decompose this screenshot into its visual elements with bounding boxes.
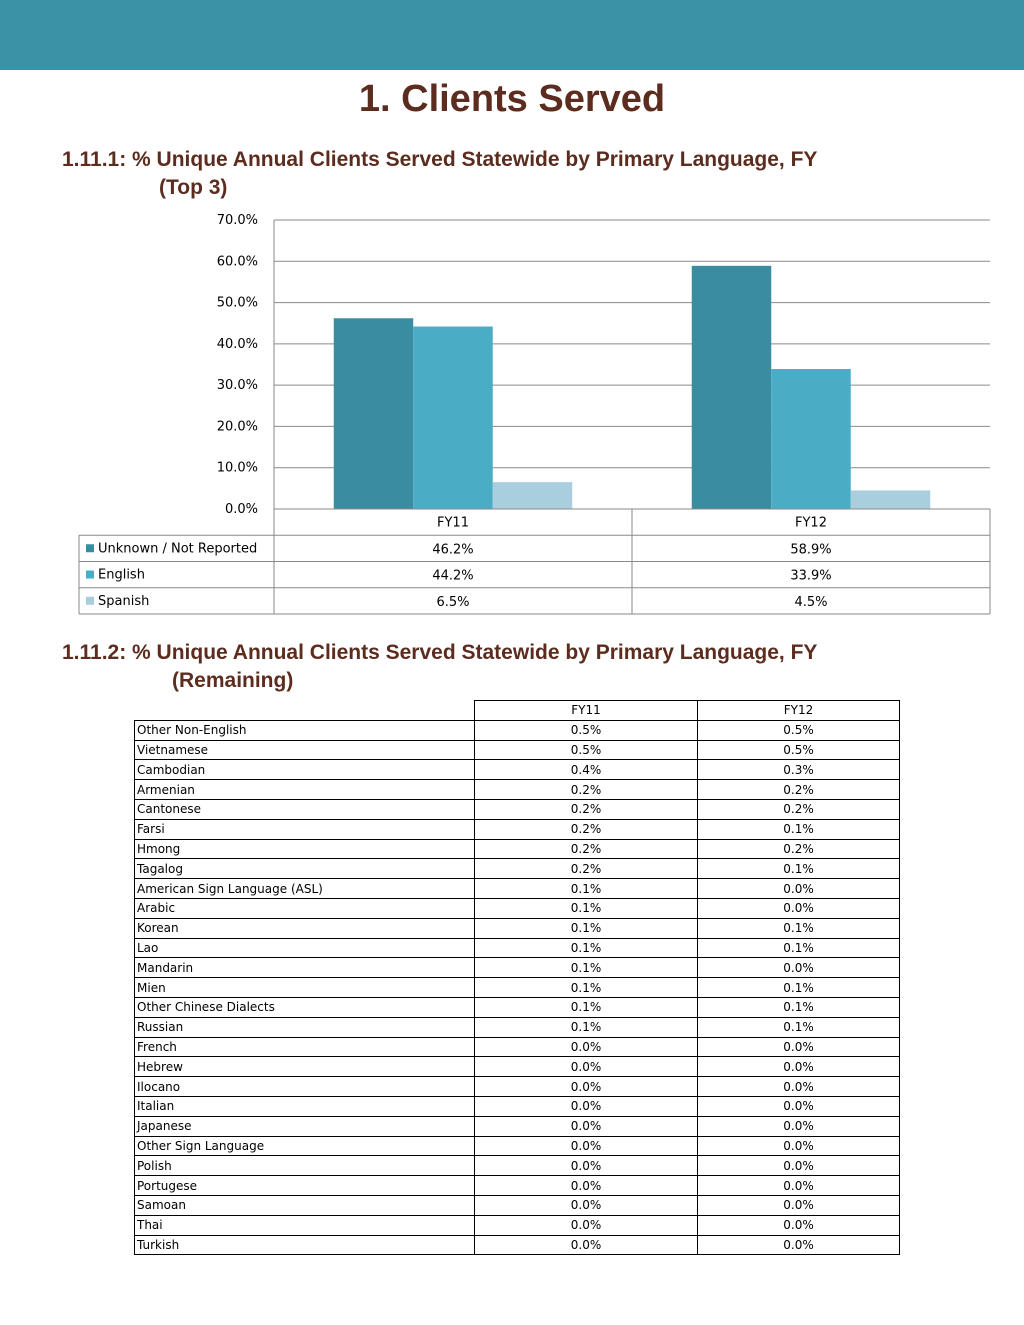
bar-fy11-spanish [493,482,573,509]
fy12-value: 0.1% [698,859,900,879]
table-row [135,720,900,740]
fy11-value: 0.4% [475,760,698,780]
fy12-value: 0.1% [698,997,900,1017]
fy11-value: 0.2% [475,799,698,819]
table-row [135,1077,900,1097]
bar-fy11-unknown-not-reported [334,318,414,509]
legend-label: English [98,567,145,583]
y-tick-label: 60.0% [216,254,258,270]
fy12-value: 0.0% [698,1176,900,1196]
fy12-value: 0.0% [698,1215,900,1235]
table-row [135,780,900,800]
fy11-value: 0.1% [475,978,698,998]
language-bar-chart [0,0,1024,625]
fy11-value: 0.0% [475,1077,698,1097]
table-row [135,1176,900,1196]
y-tick-label: 40.0% [216,336,258,352]
table-row [135,1156,900,1176]
table-row [135,1037,900,1057]
fy11-value: 0.5% [475,720,698,740]
page-title: 1. Clients Served [358,78,666,120]
fy12-value: 0.0% [698,1037,900,1057]
fy11-value: 0.0% [475,1195,698,1215]
table-row [135,799,900,819]
fy11-value: 0.0% [475,1116,698,1136]
data-label: 6.5% [436,594,470,610]
fy12-value: 0.0% [698,1235,900,1255]
table-header-row [135,701,900,721]
fy11-value: 0.1% [475,898,698,918]
fy11-value: 0.1% [475,918,698,938]
header-blank-cell [135,701,475,721]
language-name: Armenian [135,780,475,800]
fy12-value: 0.3% [698,760,900,780]
table-row [135,1235,900,1255]
table-row [135,1136,900,1156]
table-row [135,1057,900,1077]
table-row [135,997,900,1017]
section2-heading-line1: 1.11.2: % Unique Annual Clients Served Statewide by Primary Language, FY [62,641,818,664]
language-name: Farsi [135,819,475,839]
section1-heading-line1: 1.11.1: % Unique Annual Clients Served Statewide by Primary Language, FY [62,148,818,171]
language-name: Other Non-English [135,720,475,740]
table-row [135,740,900,760]
fy12-value: 0.0% [698,879,900,899]
fy11-value: 0.0% [475,1057,698,1077]
fy12-value: 0.1% [698,819,900,839]
table-row [135,839,900,859]
remaining-languages-table [134,700,900,1255]
language-name: Arabic [135,898,475,918]
y-tick-label: 50.0% [216,295,258,311]
fy12-value: 0.1% [698,918,900,938]
language-name: Japanese [135,1116,475,1136]
column-header: FY12 [698,701,900,721]
fy11-value: 0.5% [475,740,698,760]
legend-swatch [86,571,94,579]
legend-swatch [86,597,94,605]
language-name: Cantonese [135,799,475,819]
table-row [135,859,900,879]
table-row [135,879,900,899]
language-name: Italian [135,1096,475,1116]
fy11-value: 0.1% [475,938,698,958]
fy12-value: 0.0% [698,898,900,918]
language-name: Mien [135,978,475,998]
table-row [135,1096,900,1116]
section2-heading-line2: (Remaining) [172,669,294,692]
language-name: American Sign Language (ASL) [135,879,475,899]
fy12-value: 0.2% [698,799,900,819]
table-row [135,978,900,998]
fy12-value: 0.2% [698,839,900,859]
fy12-value: 0.0% [698,958,900,978]
language-name: Polish [135,1156,475,1176]
language-name: Other Chinese Dialects [135,997,475,1017]
table-row [135,1195,900,1215]
language-name: French [135,1037,475,1057]
language-name: Vietnamese [135,740,475,760]
fy12-value: 0.1% [698,938,900,958]
fy11-value: 0.2% [475,839,698,859]
section2-heading [62,639,817,695]
language-name: Portugese [135,1176,475,1196]
fy12-value: 0.0% [698,1156,900,1176]
bar-fy12-spanish [851,490,931,509]
legend-label: Unknown / Not Reported [98,541,258,557]
language-name: Ilocano [135,1077,475,1097]
fy12-value: 0.0% [698,1136,900,1156]
x-category-label: FY12 [795,515,827,531]
data-label: 44.2% [432,568,474,584]
fy11-value: 0.0% [475,1215,698,1235]
bar-fy12-unknown-not-reported [692,266,772,509]
fy11-value: 0.2% [475,859,698,879]
y-tick-label: 30.0% [216,378,258,394]
language-name: Cambodian [135,760,475,780]
column-header: FY11 [475,701,698,721]
fy12-value: 0.0% [698,1096,900,1116]
language-name: Other Sign Language [135,1136,475,1156]
fy11-value: 0.0% [475,1096,698,1116]
fy11-value: 0.1% [475,997,698,1017]
y-tick-label: 70.0% [216,213,258,228]
language-name: Mandarin [135,958,475,978]
fy12-value: 0.0% [698,1195,900,1215]
fy12-value: 0.5% [698,720,900,740]
language-name: Tagalog [135,859,475,879]
y-tick-label: 20.0% [216,419,258,435]
fy11-value: 0.1% [475,958,698,978]
fy11-value: 0.0% [475,1037,698,1057]
section1-heading-line2: (Top 3) [159,176,228,199]
fy11-value: 0.1% [475,879,698,899]
language-name: Hebrew [135,1057,475,1077]
table-row [135,1017,900,1037]
y-tick-label: 10.0% [216,460,258,476]
fy12-value: 0.1% [698,978,900,998]
table-row [135,918,900,938]
fy11-value: 0.0% [475,1176,698,1196]
data-label: 33.9% [790,568,832,584]
fy11-value: 0.2% [475,819,698,839]
table-row [135,760,900,780]
data-label: 4.5% [794,594,828,610]
language-name: Thai [135,1215,475,1235]
table-row [135,938,900,958]
fy12-value: 0.0% [698,1077,900,1097]
fy11-value: 0.0% [475,1235,698,1255]
language-name: Samoan [135,1195,475,1215]
language-name: Hmong [135,839,475,859]
table-row [135,898,900,918]
language-name: Korean [135,918,475,938]
fy11-value: 0.2% [475,780,698,800]
bar-fy11-english [413,327,493,509]
x-category-label: FY11 [437,515,469,531]
fy12-value: 0.2% [698,780,900,800]
y-tick-label: 0.0% [224,502,258,517]
language-name: Lao [135,938,475,958]
fy12-value: 0.5% [698,740,900,760]
data-label: 58.9% [790,542,832,558]
table-row [135,1116,900,1136]
fy11-value: 0.0% [475,1136,698,1156]
fy12-value: 0.0% [698,1116,900,1136]
legend-label: Spanish [98,593,150,609]
legend-swatch [86,544,94,552]
fy11-value: 0.0% [475,1156,698,1176]
fy12-value: 0.1% [698,1017,900,1037]
table-row [135,1215,900,1235]
fy11-value: 0.1% [475,1017,698,1037]
fy12-value: 0.0% [698,1057,900,1077]
bar-fy12-english [771,369,851,509]
data-label: 46.2% [432,542,474,558]
table-row [135,958,900,978]
table-row [135,819,900,839]
language-name: Turkish [135,1235,475,1255]
language-name: Russian [135,1017,475,1037]
